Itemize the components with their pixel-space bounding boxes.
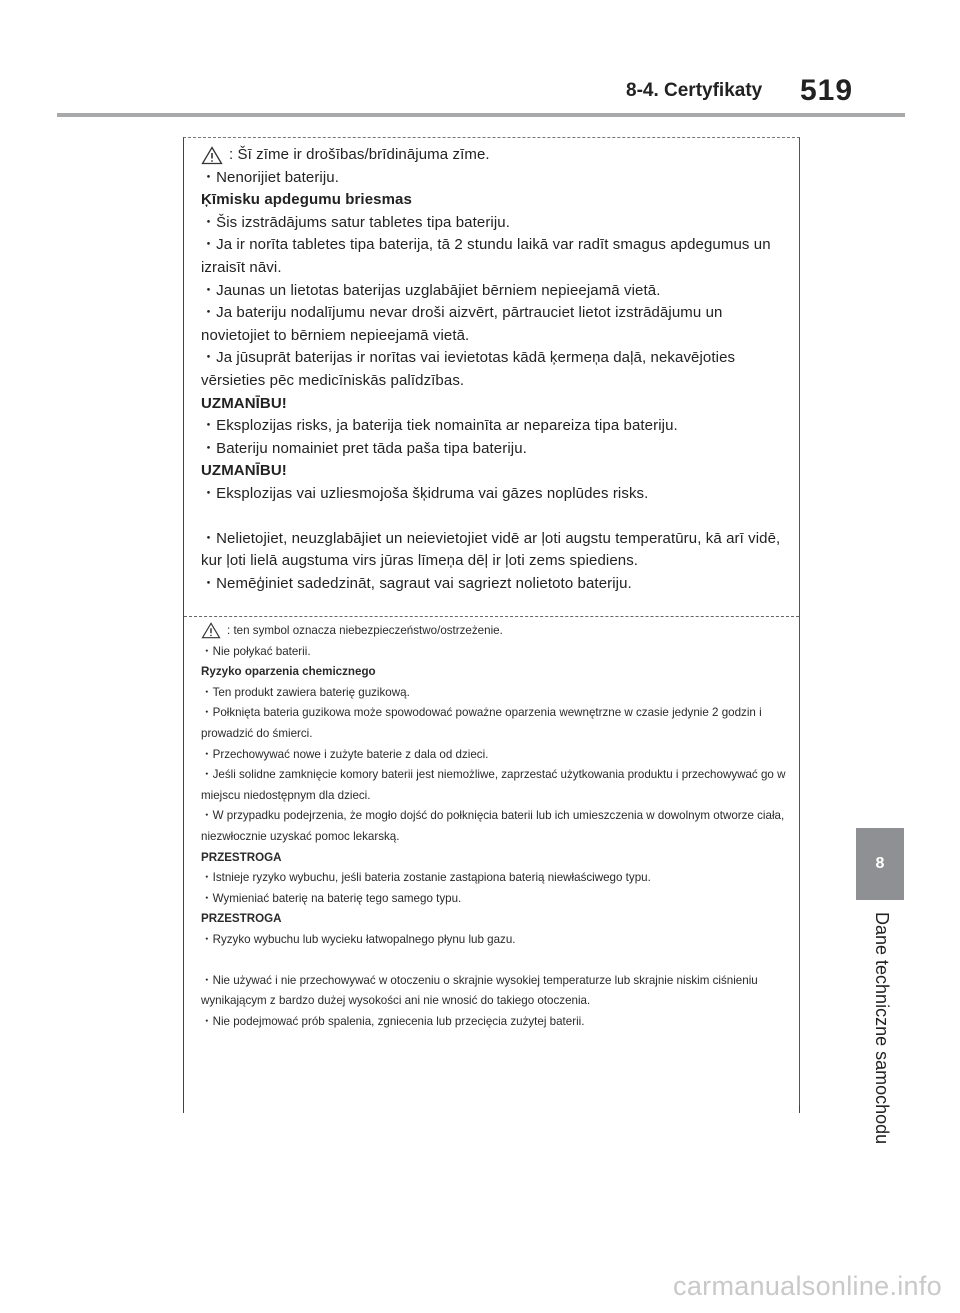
- latvian-heading: UZMANĪBU!: [201, 462, 287, 480]
- polish-heading: PRZESTROGA: [201, 912, 282, 926]
- polish-symbol-note: : ten symbol oznacza niebezpieczeństwo/ostrzeżenie.: [227, 624, 503, 637]
- polish-line: ・Przechowywać nowe i zużyte baterie z dala od dzieci.: [201, 747, 489, 761]
- warning-triangle-icon: [201, 146, 223, 165]
- polish-line: ・Jeśli solidne zamknięcie komory baterii jest niemożliwe, zaprzestać użytkowania produktu i przechowywać go w miejscu niedostępnym dla dzieci.: [201, 768, 786, 802]
- latvian-line: ・Eksplozijas risks, ja baterija tiek nomainīta ar nepareiza tipa bateriju.: [201, 417, 678, 435]
- header-rule: [57, 113, 905, 117]
- polish-symbol-line: [201, 621, 789, 642]
- chapter-number: 8: [875, 855, 885, 872]
- watermark: carmanualsonline.info: [673, 1271, 942, 1301]
- latvian-symbol-line: [201, 144, 789, 167]
- latvian-line: ・Jaunas un lietotas baterijas uzglabājiet bērniem nepieejamā vietā.: [201, 281, 661, 299]
- chapter-label: Dane techniczne samochodu: [872, 912, 892, 1145]
- latvian-line: ・Ja ir norīta tabletes tipa baterija, tā 2 stundu laikā var radīt smagus apdegumus un izraisīt nāvi.: [201, 236, 771, 276]
- chapter-tab[interactable]: [856, 828, 904, 900]
- polish-line: ・Wymieniać baterię na baterię tego samego typu.: [201, 891, 462, 905]
- section-divider: [184, 616, 799, 617]
- certificate-box: [183, 137, 800, 1105]
- latvian-line: ・Ja bateriju nodalījumu nevar droši aizvērt, pārtrauciet lietot izstrādājumu un novietojiet to bērniem nepieejamā vietā.: [201, 304, 723, 344]
- latvian-heading: Ķīmisku apdegumu briesmas: [201, 191, 412, 209]
- polish-heading: PRZESTROGA: [201, 850, 282, 864]
- box-corner-left: [183, 1105, 184, 1113]
- latvian-symbol-note: : Šī zīme ir drošības/brīdinājuma zīme.: [229, 146, 490, 163]
- polish-line: ・Połknięta bateria guzikowa może spowodować poważne oparzenia wewnętrzne w czasie jedynie 2 godzin i prowadzić do śmierci.: [201, 706, 762, 740]
- latvian-line: ・Eksplozijas vai uzliesmojoša šķidruma vai gāzes noplūdes risks.: [201, 484, 649, 502]
- polish-line: ・Ten produkt zawiera baterię guzikową.: [201, 685, 410, 699]
- polish-heading: Ryzyko oparzenia chemicznego: [201, 665, 376, 679]
- page-number: 519: [800, 74, 854, 107]
- polish-line: ・Nie podejmować prób spalenia, zgniecenia lub przecięcia zużytej baterii.: [201, 1014, 585, 1028]
- polish-line: ・Ryzyko wybuchu lub wycieku łatwopalnego płynu lub gazu.: [201, 932, 516, 946]
- latvian-line: ・Nemēģiniet sadedzināt, sagraut vai sagriezt nolietoto bateriju.: [201, 574, 632, 592]
- latvian-line: ・Ja jūsuprāt baterijas ir norītas vai ievietotas kādā ķermeņa daļā, nekavējoties vērsieties pēc medicīniskās palīdzības.: [201, 349, 736, 389]
- polish-section: [201, 621, 789, 1032]
- section-title: 8-4. Certyfikaty: [626, 80, 763, 101]
- latvian-line: ・Nenorijiet bateriju.: [201, 168, 339, 186]
- latvian-line: ・Nelietojiet, neuzglabājiet un neievietojiet vidē ar ļoti augstu temperatūru, kā arī vidē, kur ļoti lielā augstuma virs jūras līmeņa dēļ ir ļoti zems spiediens.: [201, 529, 781, 570]
- latvian-heading: UZMANĪBU!: [201, 394, 287, 412]
- latvian-line: ・Šis izstrādājums satur tabletes tipa bateriju.: [201, 213, 510, 231]
- warning-triangle-icon: [201, 622, 221, 639]
- latvian-section: [201, 144, 789, 595]
- box-corner-right: [799, 1105, 800, 1113]
- polish-line: ・Nie połykać baterii.: [201, 644, 311, 658]
- polish-line: ・Nie używać i nie przechowywać w otoczeniu o skrajnie wysokiej temperaturze lub skrajnie niskim ciśnieniu wynikającym z bardzo dużej wysokości ani nie wnosić do takiego otoczenia.: [201, 973, 758, 1008]
- polish-line: ・W przypadku podejrzenia, że mogło dojść do połknięcia baterii lub ich umieszczenia w dowolnym otworze ciała, niezwłocznie uzyskać pomoc lekarską.: [201, 809, 785, 843]
- latvian-line: ・Bateriju nomainiet pret tāda paša tipa bateriju.: [201, 439, 527, 457]
- polish-line: ・Istnieje ryzyko wybuchu, jeśli bateria zostanie zastąpiona baterią niewłaściwego typu.: [201, 871, 651, 885]
